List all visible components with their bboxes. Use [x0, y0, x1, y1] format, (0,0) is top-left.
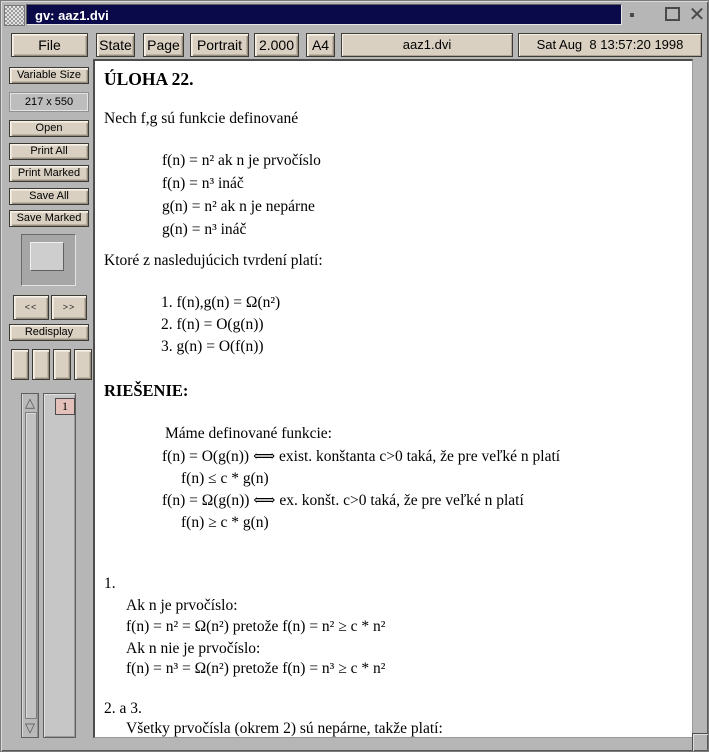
redisplay-button[interactable]: Redisplay: [9, 324, 89, 341]
document-line: f(n) = n³ = Ω(n²) pretože f(n) = n³ ≥ c * n²: [126, 660, 386, 677]
resize-handle[interactable]: [692, 733, 708, 751]
scrollbar-track[interactable]: [25, 412, 37, 719]
file-menu-button[interactable]: File: [11, 33, 88, 57]
document-line: f(n) = Ω(g(n)) ⟺ ex. konšt. c>0 taká, že pre veľké n platí: [162, 492, 524, 509]
document-line: f(n) = n³ ináč: [162, 175, 244, 192]
paper-size-button[interactable]: A4: [306, 33, 335, 57]
document-line: 2. f(n) = O(g(n)): [161, 316, 264, 333]
document-line: Ak n je prvočíslo:: [126, 597, 238, 614]
scroll-down-icon[interactable]: ▽: [25, 720, 35, 735]
print-all-button[interactable]: Print All: [9, 143, 89, 160]
scale-button[interactable]: 2.000: [254, 33, 299, 57]
mark-current-page-button[interactable]: [53, 349, 71, 380]
unmark-all-pages-button[interactable]: [74, 349, 92, 380]
document-line: ÚLOHA 22.: [104, 69, 194, 89]
save-marked-button[interactable]: Save Marked: [9, 210, 89, 227]
document-page[interactable]: [93, 59, 693, 738]
document-line: f(n) = n² ak n je prvočíslo: [162, 152, 321, 169]
state-menu-button[interactable]: State: [96, 33, 135, 57]
page-size-display: 217 x 550: [10, 93, 88, 111]
next-page-button[interactable]: >>: [51, 295, 87, 320]
mark-even-pages-button[interactable]: [32, 349, 50, 380]
document-line: 3. g(n) = O(f(n)): [161, 338, 264, 355]
page-list-scrollbar[interactable]: [21, 393, 39, 738]
document-line: f(n) = O(g(n)) ⟺ exist. konštanta c>0 taká, že pre veľké n platí: [162, 448, 561, 465]
page-locator[interactable]: [21, 234, 76, 286]
titlebar[interactable]: [1, 1, 708, 29]
document-line: g(n) = n³ ináč: [162, 221, 247, 238]
maximize-icon[interactable]: [665, 7, 680, 21]
datetime-field: Sat Aug 8 13:57:20 1998: [518, 33, 702, 57]
window-title: gv: aaz1.dvi: [26, 4, 622, 25]
print-marked-button[interactable]: Print Marked: [9, 165, 89, 182]
minimize-icon[interactable]: [630, 13, 634, 17]
save-all-button[interactable]: Save All: [9, 188, 89, 205]
document-line: Ak n nie je prvočíslo:: [126, 640, 261, 657]
mark-odd-pages-button[interactable]: [11, 349, 29, 380]
filename-field: aaz1.dvi: [341, 33, 513, 57]
document-line: Máme definované funkcie:: [165, 425, 332, 442]
variable-size-button[interactable]: Variable Size: [9, 67, 89, 84]
document-line: 1.: [104, 575, 116, 592]
document-lines: [104, 61, 692, 737]
orientation-button[interactable]: Portrait: [190, 33, 249, 57]
document-line: Nech f,g sú funkcie definované: [104, 110, 299, 127]
document-line: f(n) ≤ c * g(n): [181, 470, 269, 487]
close-icon[interactable]: ✕: [688, 4, 706, 26]
document-line: Ktoré z nasledujúcich tvrdení platí:: [104, 252, 323, 269]
page-list[interactable]: [43, 393, 76, 738]
scroll-up-icon[interactable]: △: [25, 395, 35, 410]
window-menu-icon[interactable]: [4, 5, 25, 26]
prev-page-button[interactable]: <<: [13, 295, 49, 320]
document-line: g(n) = n² ak n je nepárne: [162, 198, 315, 215]
document-line: f(n) = n² = Ω(n²) pretože f(n) = n² ≥ c * n²: [126, 618, 386, 635]
page-list-item[interactable]: 1: [55, 398, 75, 415]
document-line: f(n) ≥ c * g(n): [181, 514, 269, 531]
open-button[interactable]: Open: [9, 120, 89, 137]
document-line: 2. a 3.: [104, 700, 142, 717]
page-menu-button[interactable]: Page: [143, 33, 184, 57]
document-line: 1. f(n),g(n) = Ω(n²): [161, 294, 281, 311]
document-line: RIEŠENIE:: [104, 381, 189, 400]
document-line: Všetky prvočísla (okrem 2) sú nepárne, takže platí:: [126, 720, 443, 737]
page-locator-thumb[interactable]: [30, 242, 64, 271]
